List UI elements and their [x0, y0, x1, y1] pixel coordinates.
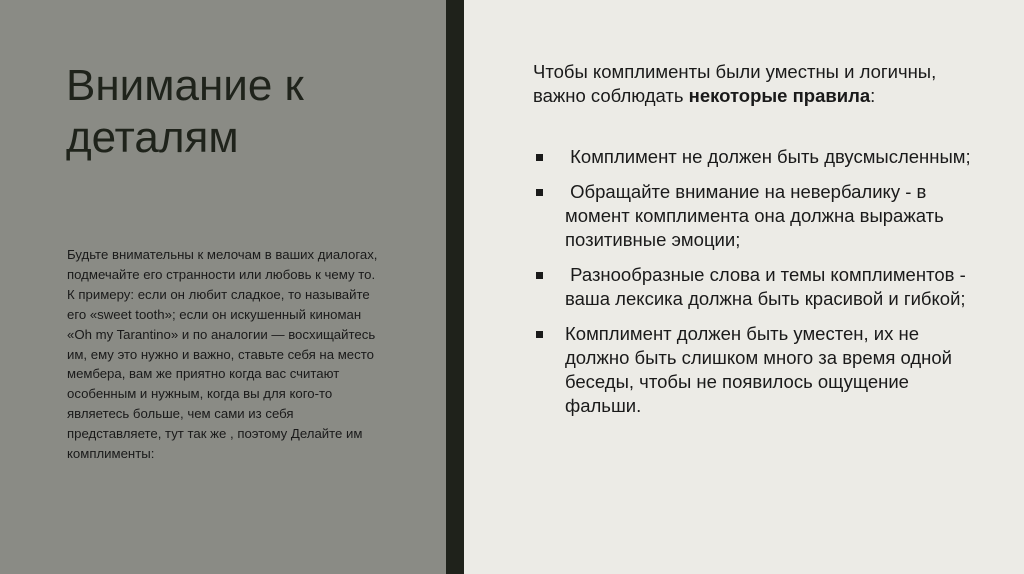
rule-text: Обращайте внимание на невербалику - в момент комплимента она должна выражать позитивные эмоции;	[565, 181, 949, 250]
square-bullet-icon	[536, 189, 543, 196]
vertical-divider	[446, 0, 464, 574]
rule-item	[533, 322, 983, 418]
rule-text: Разнообразные слова и темы комплиментов - ваша лексика должна быть красивой и гибкой;	[565, 264, 971, 309]
square-bullet-icon	[536, 272, 543, 279]
intro-text: Чтобы комплименты были уместны и логичны, важно соблюдать	[533, 61, 937, 106]
square-bullet-icon	[536, 331, 543, 338]
rule-item	[533, 180, 983, 252]
slide-description: Будьте внимательны к мелочам в ваших диалогах, подмечайте его странности или любовь к чему то. К примеру: если он любит сладкое, то называйте его «sweet tooth»; если он искушенный киноман «Oh my Tarantino» и по аналогии — восхищайтесь им, ему это нужно и важно, ставьте себя на место мембера, вам же приятно когда вас считают особенным и нужным, когда вы для кого-то являетесь больше, чем сами из себя представляете, тут так же , поэтому Делайте им комплименты:	[67, 247, 378, 462]
slide-title: Внимание к деталям	[66, 61, 304, 162]
rules-list	[533, 145, 983, 429]
rule-text: Комплимент должен быть уместен, их не должно быть слишком много за время одной беседы, чтобы не появилось ощущение фальши.	[565, 323, 958, 416]
intro-bold-text: некоторые правила	[688, 85, 871, 106]
rule-item	[533, 145, 983, 169]
rules-intro	[533, 60, 973, 108]
rule-text: Комплимент не должен быть двусмысленным;	[565, 146, 971, 167]
intro-colon: :	[870, 85, 876, 106]
rule-item	[533, 263, 983, 311]
square-bullet-icon	[536, 154, 543, 161]
